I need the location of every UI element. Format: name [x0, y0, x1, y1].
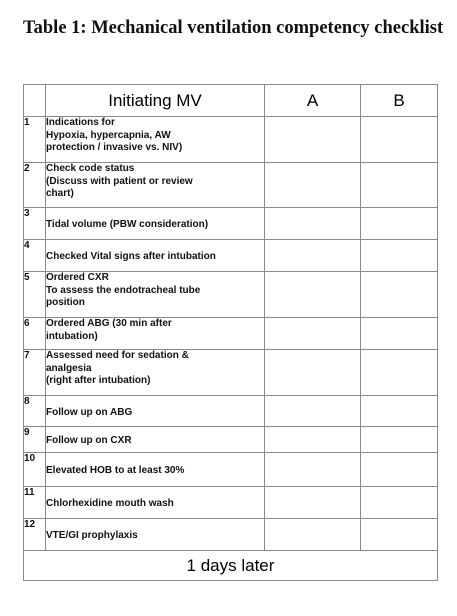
follow-up-label: 1 days later	[24, 551, 438, 581]
row-number: 10	[24, 453, 46, 487]
cell-b[interactable]	[361, 396, 438, 427]
cell-a[interactable]	[265, 350, 361, 396]
cell-a[interactable]	[265, 117, 361, 163]
cell-b[interactable]	[361, 487, 438, 519]
column-a-heading: A	[265, 85, 361, 117]
cell-b[interactable]	[361, 519, 438, 551]
cell-b[interactable]	[361, 240, 438, 272]
header-number-cell	[24, 85, 46, 117]
table-row	[24, 163, 438, 208]
row-number: 5	[24, 272, 46, 318]
header-row	[24, 85, 438, 117]
cell-a[interactable]	[265, 453, 361, 487]
row-item: Assessed need for sedation & analgesia (right after intubation)	[46, 350, 265, 396]
cell-a[interactable]	[265, 240, 361, 272]
cell-a[interactable]	[265, 318, 361, 350]
cell-a[interactable]	[265, 427, 361, 453]
row-number: 7	[24, 350, 46, 396]
row-item: Checked Vital signs after intubation	[46, 240, 265, 272]
cell-b[interactable]	[361, 208, 438, 240]
table-row	[24, 240, 438, 272]
row-item: Chlorhexidine mouth wash	[46, 487, 265, 519]
row-number: 11	[24, 487, 46, 519]
cell-b[interactable]	[361, 117, 438, 163]
row-item: Indications for Hypoxia, hypercapnia, AW protection / invasive vs. NIV)	[46, 117, 265, 163]
footer-row	[24, 551, 438, 581]
cell-b[interactable]	[361, 427, 438, 453]
cell-a[interactable]	[265, 396, 361, 427]
cell-b[interactable]	[361, 318, 438, 350]
table-row	[24, 272, 438, 318]
table-row	[24, 519, 438, 551]
table-row	[24, 208, 438, 240]
row-number: 6	[24, 318, 46, 350]
section-heading: Initiating MV	[46, 85, 265, 117]
row-item: Tidal volume (PBW consideration)	[46, 208, 265, 240]
table-row	[24, 117, 438, 163]
table-row	[24, 453, 438, 487]
table-row	[24, 396, 438, 427]
row-number: 1	[24, 117, 46, 163]
row-item: VTE/GI prophylaxis	[46, 519, 265, 551]
row-item: Ordered ABG (30 min after intubation)	[46, 318, 265, 350]
cell-b[interactable]	[361, 272, 438, 318]
row-number: 2	[24, 163, 46, 208]
table-row	[24, 427, 438, 453]
row-item: Check code status (Discuss with patient or review chart)	[46, 163, 265, 208]
cell-a[interactable]	[265, 163, 361, 208]
row-number: 8	[24, 396, 46, 427]
row-number: 3	[24, 208, 46, 240]
cell-b[interactable]	[361, 350, 438, 396]
row-item: Ordered CXR To assess the endotracheal tube position	[46, 272, 265, 318]
cell-a[interactable]	[265, 208, 361, 240]
cell-b[interactable]	[361, 163, 438, 208]
table-row	[24, 318, 438, 350]
row-item: Follow up on CXR	[46, 427, 265, 453]
cell-a[interactable]	[265, 519, 361, 551]
row-number: 9	[24, 427, 46, 453]
checklist-table	[23, 84, 438, 581]
row-item: Follow up on ABG	[46, 396, 265, 427]
table-row	[24, 350, 438, 396]
cell-b[interactable]	[361, 453, 438, 487]
column-b-heading: B	[361, 85, 438, 117]
cell-a[interactable]	[265, 272, 361, 318]
row-number: 12	[24, 519, 46, 551]
cell-a[interactable]	[265, 487, 361, 519]
table-title: Table 1: Mechanical ventilation competency checklist	[23, 18, 444, 38]
row-number: 4	[24, 240, 46, 272]
row-item: Elevated HOB to at least 30%	[46, 453, 265, 487]
table-row	[24, 487, 438, 519]
